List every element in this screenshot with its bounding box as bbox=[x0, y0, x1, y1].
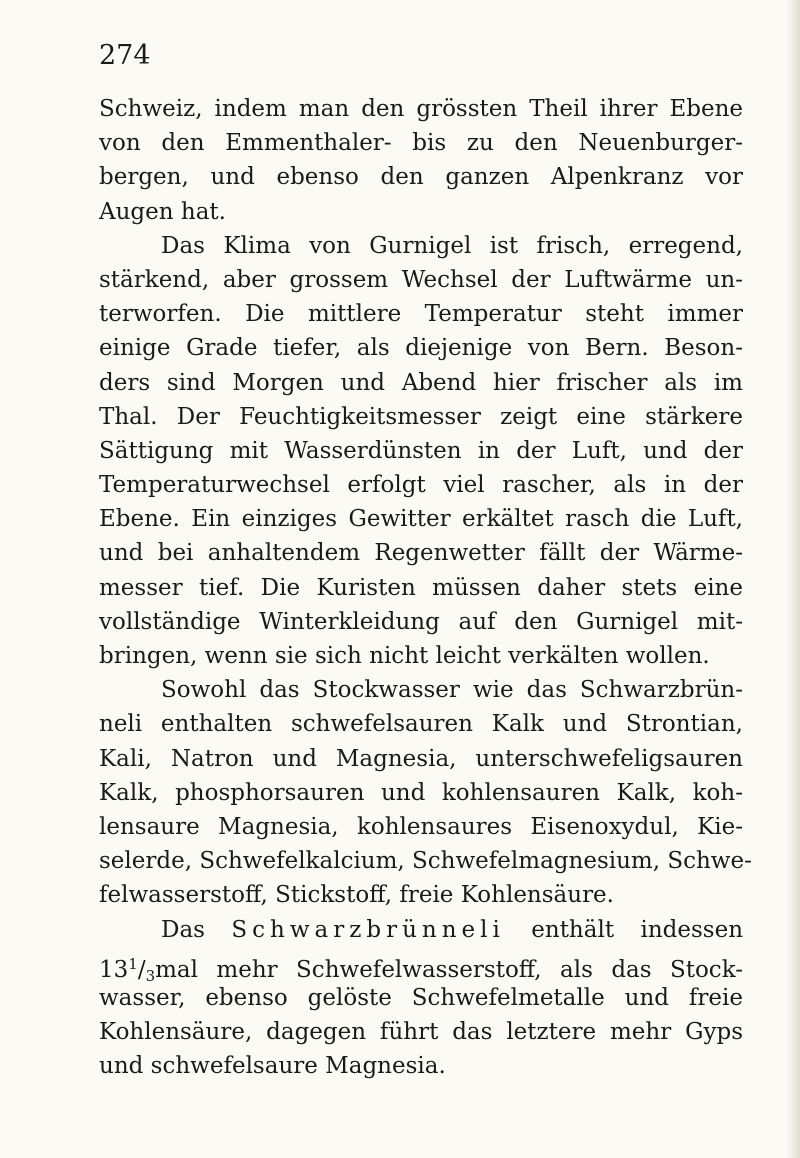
text-fragment: Das bbox=[161, 916, 205, 943]
text-line: Kalk, phosphorsauren und kohlensauren Kalk, koh- bbox=[99, 779, 743, 806]
text-line: stärkend, aber grossem Wechsel der Luftwärme un- bbox=[99, 266, 743, 293]
text-line: wasser, ebenso gelöste Schwefelmetalle und freie bbox=[99, 984, 743, 1011]
text-line: messer tief. Die Kuristen müssen daher stets eine bbox=[99, 574, 743, 601]
text-line: Temperaturwechsel erfolgt viel rascher, als in der bbox=[99, 472, 743, 499]
text-line: von den Emmenthaler- bis zu den Neuenburger- bbox=[99, 130, 743, 157]
text-line: Kohlensäure, dagegen führt das letztere mehr Gyps bbox=[99, 1019, 743, 1046]
fraction-numerator: 1 bbox=[128, 954, 138, 973]
text-line bbox=[99, 913, 743, 947]
text-line: Thal. Der Feuchtigkeitsmesser zeigt eine stärkere bbox=[99, 403, 743, 430]
text-line: felwasserstoff, Stickstoff, freie Kohlensäure. bbox=[99, 882, 614, 909]
emphasized-word: Schwarzbrünneli bbox=[231, 916, 505, 943]
page-edge-shadow bbox=[786, 0, 800, 1158]
text-line: bringen, wenn sie sich nicht leicht verkälten wollen. bbox=[99, 643, 710, 669]
paragraph-lines bbox=[99, 92, 752, 913]
text-line: Augen hat. bbox=[99, 198, 226, 225]
text-line: vollständige Winterkleidung auf den Gurnigel mit- bbox=[99, 608, 743, 635]
text-line: bergen, und ebenso den ganzen Alpenkranz vor bbox=[99, 164, 743, 191]
text-line: lensaure Magnesia, kohlensaures Eisenoxydul, Kie- bbox=[99, 813, 743, 840]
text-line: neli enthalten schwefelsauren Kalk und Strontian, bbox=[99, 711, 743, 738]
text-fragment: enthält indessen bbox=[531, 916, 744, 943]
text-line: terworfen. Die mittlere Temperatur steht immer bbox=[99, 301, 743, 328]
fraction-number bbox=[99, 954, 743, 985]
whole-number: 13 bbox=[99, 956, 129, 983]
text-line: ders sind Morgen und Abend hier frischer als im bbox=[99, 369, 743, 396]
text-line: und schwefelsaure Magnesia. bbox=[99, 1053, 446, 1080]
text-line: einige Grade tiefer, als diejenige von Bern. Beson- bbox=[99, 335, 743, 362]
paragraph-lines bbox=[99, 981, 743, 1084]
fraction-slash: / bbox=[137, 956, 146, 983]
text-line: Sowohl das Stockwasser wie das Schwarzbrün- bbox=[161, 677, 743, 704]
text-line: Schweiz, indem man den grössten Theil ihrer Ebene bbox=[99, 96, 743, 122]
text-line: Kali, Natron und Magnesia, unterschwefeligsauren bbox=[99, 745, 743, 772]
text-line bbox=[99, 947, 743, 985]
body-text bbox=[99, 92, 752, 1083]
text-line: Sättigung mit Wasserdünsten in der Luft, und der bbox=[99, 437, 743, 464]
text-line: Ebene. Ein einziges Gewitter erkältet rasch die Luft, bbox=[99, 506, 743, 533]
text-line: selerde, Schwefelkalcium, Schwefelmagnesium, Schwe- bbox=[99, 848, 752, 875]
text-line: Das Klima von Gurnigel ist frisch, erregend, bbox=[161, 232, 743, 259]
page-number: 274 bbox=[99, 40, 151, 71]
text-line: und bei anhaltendem Regenwetter fällt der Wärme- bbox=[99, 540, 743, 567]
text-fragment: mal mehr Schwefelwasserstoff, als das Stock- bbox=[155, 956, 743, 983]
fraction-denominator: 3 bbox=[145, 966, 156, 985]
